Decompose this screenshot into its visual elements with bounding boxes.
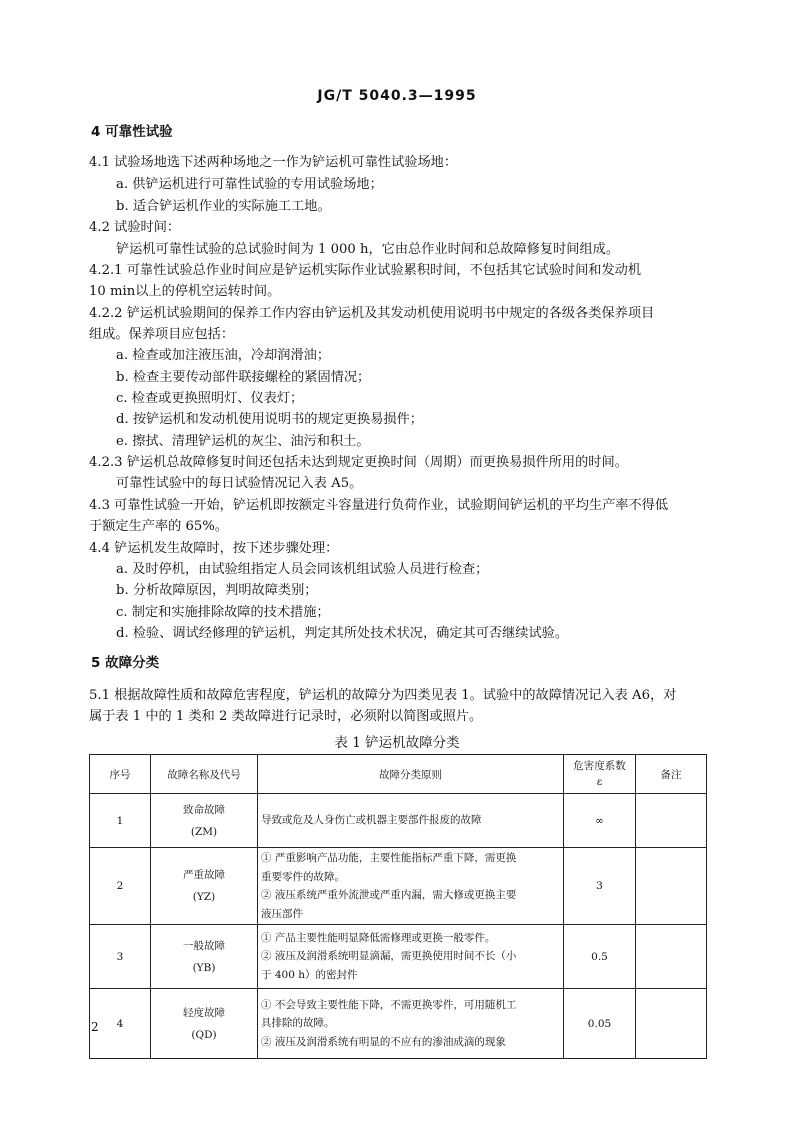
text-line: 组成。保养项目应包括：: [89, 327, 235, 342]
text-line: b. 适合铲运机作业的实际施工工地。: [116, 199, 331, 214]
text-line: 4.2.3 铲运机总故障修复时间还包括未达到规定更换时间（周期）而更换易损件所用的时间。: [89, 455, 628, 470]
text-line: 5.1 根据故障性质和故障危害程度，铲运机的故障分为四类见表 1。试验中的故障情况记入表 A6，对: [89, 688, 677, 703]
row-number-cell: 2: [90, 848, 151, 925]
header-cell: 序号: [90, 755, 151, 794]
text-line: 属于表 1 中的 1 类和 2 类故障进行记录时，必须附以简图或照片。: [89, 709, 483, 724]
principle-cell: 导致或危及人身伤亡或机器主要部件报废的故障: [258, 794, 564, 848]
fault-name-cell: 轻度故障 (QD): [151, 989, 258, 1059]
note-cell: [636, 989, 707, 1059]
text-line: 4.2.1 可靠性试验总作业时间应是铲运机实际作业试验累积时间，不包括其它试验时间和发动机: [89, 263, 642, 278]
text-line: d. 按铲运机和发动机使用说明书的规定更换易损件；: [116, 412, 423, 427]
row-number-cell: 3: [90, 925, 151, 989]
text-line: e. 擦拭、清理铲运机的灰尘、油污和积土。: [116, 434, 370, 449]
coefficient-cell: 0.5: [564, 925, 636, 989]
coefficient-cell: ∞: [564, 794, 636, 848]
text-line: b. 分析故障原因，判明故障类别；: [116, 583, 318, 598]
text-line: 4.4 铲运机发生故障时，按下述步骤处理：: [89, 541, 339, 556]
principle-cell: ① 严重影响产品功能，主要性能指标严重下降，需更换 重要零件的故障。 ② 液压系统严重外流泄或严重内漏，需大修或更换主要 液压部件: [258, 848, 564, 925]
text-line: 4.2 试验时间：: [89, 220, 181, 235]
text-line: b. 检查主要传动部件联接螺栓的紧固情况；: [116, 370, 371, 385]
coefficient-cell: 0.05: [564, 989, 636, 1059]
table-header-row: [90, 755, 707, 794]
table-row: [90, 989, 707, 1059]
table-row: [90, 925, 707, 989]
text-line: a. 供铲运机进行可靠性试验的专用试验场地；: [116, 177, 383, 192]
fault-name-cell: 一般故障 (YB): [151, 925, 258, 989]
text-line: 铲运机可靠性试验的总试验时间为 1 000 h，它由总作业时间和总故障修复时间组成。: [116, 242, 620, 257]
header-cell: 危害度系数 ε: [564, 755, 636, 794]
text-line: d. 检验、调试经修理的铲运机，判定其所处技术状况，确定其可否继续试验。: [116, 626, 569, 641]
fault-name-cell: 致命故障 (ZM): [151, 794, 258, 848]
header-cell: 故障分类原则: [258, 755, 564, 794]
text-line: 于额定生产率的 65%。: [89, 519, 229, 534]
principle-cell: ① 产品主要性能明显降低需修理或更换一般零件。 ② 液压及润滑系统明显滴漏，需更换使用时间不长（小 于 400 h）的密封件: [258, 925, 564, 989]
page-number: 2: [91, 1020, 99, 1034]
section-heading: 4 可靠性试验: [91, 124, 173, 140]
text-line: 4.3 可靠性试验一开始，铲运机即按额定斗容量进行负荷作业，试验期间铲运机的平均生产率不得低: [89, 498, 669, 513]
text-line: 4.2.2 铲运机试验期间的保养工作内容由铲运机及其发动机使用说明书中规定的各级各类保养项目: [89, 306, 655, 321]
coefficient-cell: 3: [564, 848, 636, 925]
header-cell: 故障名称及代号: [151, 755, 258, 794]
text-line: a. 检查或加注液压油，冷却润滑油；: [116, 348, 331, 363]
text-line: 10 min以上的停机空运转时间。: [89, 284, 281, 299]
text-line: c. 制定和实施排除故障的技术措施；: [116, 605, 330, 620]
text-line: a. 及时停机，由试验组指定人员会同该机组试验人员进行检查；: [116, 562, 489, 577]
header-cell: 备注: [636, 755, 707, 794]
fault-classification-table: [89, 754, 707, 1059]
note-cell: [636, 794, 707, 848]
table-row: [90, 848, 707, 925]
section-heading: 5 故障分类: [91, 655, 160, 671]
fault-name-cell: 严重故障 (YZ): [151, 848, 258, 925]
text-line: 4.1 试验场地选下述两种场地之一作为铲运机可靠性试验场地：: [89, 155, 458, 170]
note-cell: [636, 848, 707, 925]
row-number-cell: 1: [90, 794, 151, 848]
note-cell: [636, 925, 707, 989]
text-line: c. 检查或更换照明灯、仪表灯；: [116, 391, 304, 406]
standard-header: JG/T 5040.3—1995: [317, 88, 477, 104]
table-caption: 表 1 铲运机故障分类: [334, 735, 460, 751]
row-number-cell: 4: [90, 989, 151, 1059]
principle-cell: ① 不会导致主要性能下降，不需更换零件，可用随机工 具排除的故障。 ② 液压及润滑系统有明显的不应有的渗油成滴的现象: [258, 989, 564, 1059]
table-row: [90, 794, 707, 848]
text-line: 可靠性试验中的每日试验情况记入表 A5。: [116, 476, 363, 491]
